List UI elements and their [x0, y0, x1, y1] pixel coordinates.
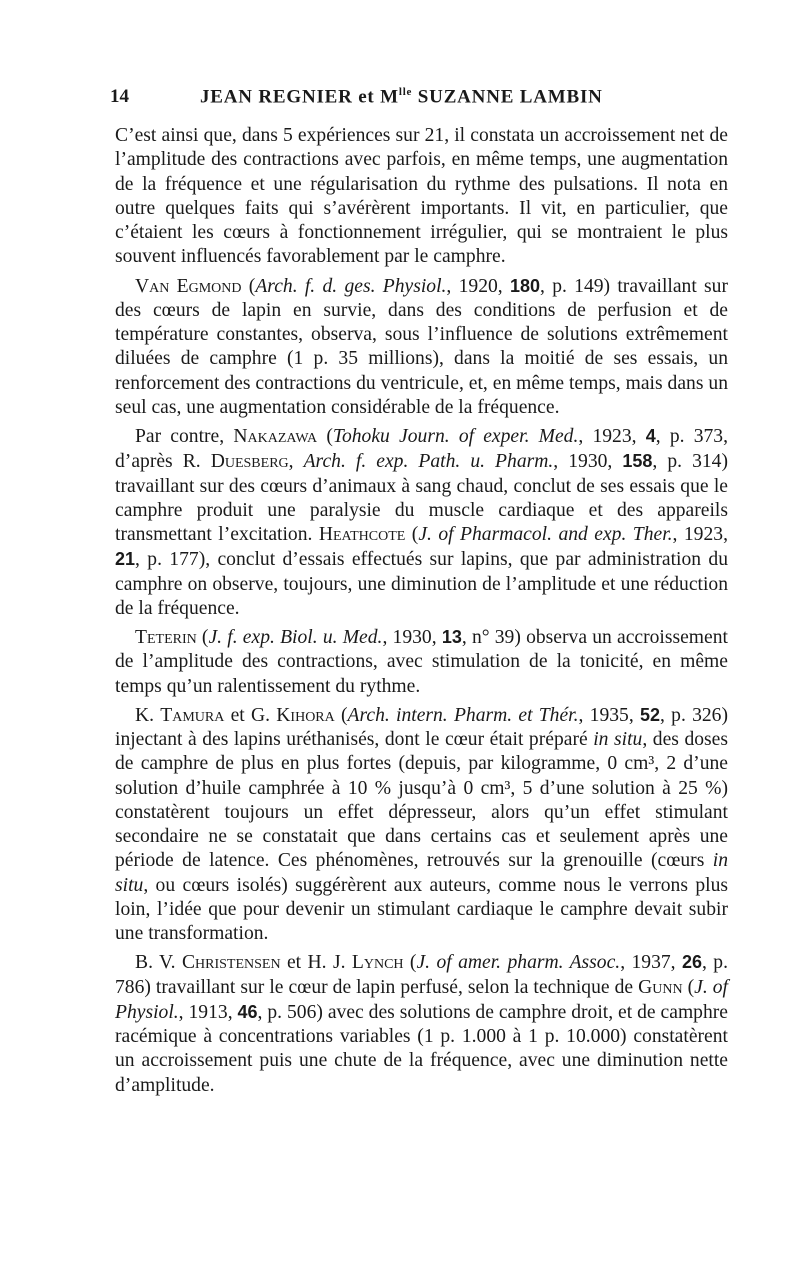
ref-volume: 4: [645, 426, 656, 446]
ref-punct: (: [334, 704, 348, 726]
page-number: 14: [110, 86, 129, 107]
journal-title: Arch. intern. Pharm. et Thér.: [347, 704, 579, 726]
mid-text: et H. J.: [280, 952, 352, 974]
author-name: Heathcote: [318, 524, 406, 545]
paragraph-text: travaillant sur des cœurs de lapin en survie, dans des conditions de perfusion et de température constantes, observa, sous l’influence de solutions extrêmement diluées de camphre (1 p. 35 millions), dans la moitié de ses essais, un renforcement des contractions du ventricule, et, en même temps, mais dans un seul cas, une augmentation considérable de la fréquence.: [115, 275, 729, 418]
paragraph-text: observa un accroissement de l’amplitude des contractions, avec stimulation de la tonicité, en même temps qu’un ralentissement du rythme.: [115, 627, 728, 697]
paragraph-text: travaillant sur le cœur de lapin perfusé, selon la technique de: [150, 976, 639, 998]
ref-punct: ,: [288, 451, 304, 473]
ref-year: , 1913,: [178, 1001, 238, 1023]
ref-volume: 46: [237, 1001, 258, 1022]
ref-punct: (: [403, 952, 417, 974]
paragraph-text: C’est ainsi que, dans 5 expériences sur 21, il constata un accroissement net de l’amplitude des contractions avec parfois, en même temps, une augmentation de la fréquence et une régularisation du rythme des pulsations. Il nota en outre quelques faits qui s’avérèrent importants. Il vit, en particulier, que c’étaient les cœurs à fonctionnement irrégulier, qui se montraient le plus souvent influencés favorablement par le camphre.: [115, 125, 728, 268]
paragraph-text: , conclut d’essais effectués sur lapins, que par administration du camphre on observe, toujours, une diminution de l’amplitude et une réduction de la fréquence.: [115, 549, 729, 619]
running-header: [110, 86, 730, 116]
ref-punct: (: [196, 627, 209, 648]
ref-page: , p. 506): [257, 1001, 323, 1023]
paragraph-4: [115, 625, 728, 699]
journal-title: J. of Pharmacol. and exp. Ther.: [418, 524, 673, 545]
author-name: Teterin: [135, 627, 197, 648]
paragraph-text: travaillant sur des cœurs d’animaux à sang chaud, conclut de ses essais que le camphre produit une paralysie du muscle cardiaque et des appareils transmettant l’excitation.: [115, 475, 728, 545]
ref-page: , p. 149): [540, 275, 611, 297]
paragraph-6: [115, 950, 728, 1098]
ref-page: , p. 177): [135, 549, 206, 571]
title-part-2: SUZANNE LAMBIN: [412, 86, 603, 108]
journal-title: Tohoku Journ. of exper. Med.: [332, 426, 579, 447]
journal-title: Arch. f. exp. Path. u. Pharm.: [303, 451, 554, 473]
latin-term: in situ: [593, 729, 643, 750]
ref-page: , p. 314): [652, 451, 728, 473]
ref-punct: (: [405, 524, 419, 545]
ref-year: , 1930,: [553, 451, 623, 473]
journal-title: J. of Physiol.: [115, 976, 729, 1023]
paragraph-text: , ou cœurs isolés) suggérèrent aux auteurs, comme nous le verrons plus loin, l’idée que pour devenir un stimulant cardiaque le camphre devait subir une transformation.: [115, 874, 728, 944]
ref-volume: 21: [115, 549, 136, 570]
journal-title: Arch. f. d. ges. Physiol.: [255, 275, 447, 297]
journal-title: J. f. exp. Biol. u. Med.: [208, 627, 383, 648]
ref-year: , 1923,: [578, 426, 646, 447]
lead-text: K.: [135, 704, 161, 726]
ref-year: , 1937,: [620, 952, 682, 974]
author-name: Tamura: [160, 704, 225, 726]
ref-page: , p. 786): [115, 952, 729, 998]
author-name: Christensen: [181, 952, 281, 974]
author-name: Nakazawa: [233, 426, 318, 447]
body-text: [115, 124, 728, 1102]
ref-year: , 1930,: [382, 627, 442, 648]
author-name: Lynch: [351, 952, 404, 974]
author-name: Gunn: [638, 976, 683, 998]
ref-year: , 1920,: [446, 275, 510, 297]
ref-page: , p. 373, d’après R.: [115, 426, 728, 473]
paragraph-2: [115, 274, 728, 421]
lead-text: B. V.: [135, 952, 182, 974]
paragraph-5: [115, 703, 728, 947]
lead-text: Par contre,: [135, 426, 234, 447]
journal-title: J. of amer. pharm. Assoc.: [416, 952, 621, 974]
author-name: Duesberg: [210, 451, 289, 473]
title-part-1: JEAN REGNIER et M: [200, 86, 399, 108]
latin-term: in situ: [115, 850, 728, 896]
ref-punct: (: [682, 976, 695, 998]
ref-year: , 1923,: [672, 524, 728, 545]
running-title: [200, 86, 603, 108]
paragraph-1: [115, 124, 728, 270]
ref-year: , 1935,: [578, 704, 640, 726]
author-name: Van Egmond: [135, 275, 242, 297]
author-name: Kihora: [276, 704, 335, 726]
ref-page: , n° 39): [461, 627, 521, 648]
mid-text: et G.: [224, 704, 277, 726]
ref-volume: 13: [441, 627, 462, 647]
title-superscript: lle: [398, 86, 413, 98]
ref-page: , p. 326): [660, 704, 728, 726]
ref-volume: 26: [681, 952, 703, 973]
ref-punct: (: [241, 275, 256, 297]
paragraph-text: avec des solutions de camphre droit, et de camphre racémique à concentrations variables (1 p. 1.000 à 1 p. 10.000) constatèrent un accroissement puis une chute de la fréquence, avec une diminution nette d’amplitude.: [115, 1001, 728, 1096]
ref-volume: 158: [622, 451, 653, 472]
ref-volume: 52: [639, 704, 661, 725]
ref-punct: (: [317, 426, 333, 447]
paragraph-text: injectant à des lapins uréthanisés, dont le cœur était préparé: [115, 729, 594, 750]
ref-volume: 180: [509, 275, 541, 296]
paragraph-3: [115, 424, 728, 621]
paragraph-text: , des doses de camphre de plus en plus fortes (depuis, par kilogramme, 0 cm³, 2 d’une solution d’huile camphrée à 10 % jusqu’à 0 cm³, 5 d’une solution à 25 %) constatèrent toujours un effet dépresseur, alors qu’un effet stimulant secondaire ne se constatait que dans certains cas et seulement après une période de latence. Ces phénomènes, retrouvés sur la grenouille (cœurs: [115, 729, 728, 872]
